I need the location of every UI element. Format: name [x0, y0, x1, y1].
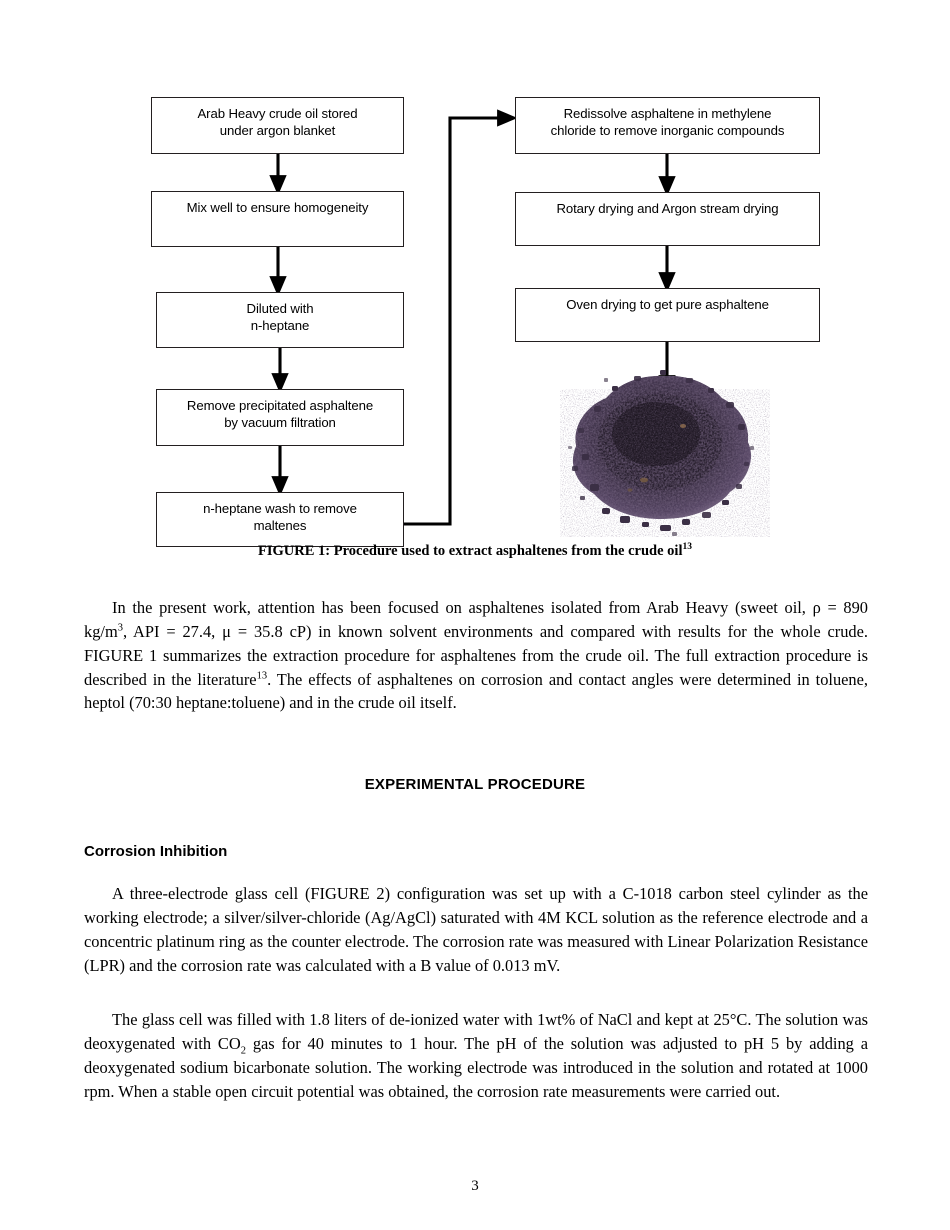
paragraph-intro-part-b: , API = 27.4, μ = 35.8 cP) in known solvent environments and compared with results for the whole crude. FIGURE 1 summarizes the extraction procedure for asphaltenes from the crude oil. The full extraction procedure is described in the literature [84, 621, 868, 689]
page-number: 3 [471, 1178, 479, 1194]
section-heading-experimental-procedure: EXPERIMENTAL PROCEDURE [364, 776, 586, 793]
paragraph-glasscell-container [84, 1008, 868, 1103]
flow-box-line-1: Redissolve asphaltene in methylene [563, 106, 772, 121]
flow-box-line-1: Rotary drying and Argon stream drying [556, 201, 779, 216]
flow-box-line-2: by vacuum filtration [224, 415, 336, 431]
paragraph-glasscell-subscript: 2 [240, 1045, 246, 1057]
paragraph-three-electrode-cell: A three-electrode glass cell (FIGURE 2) configuration was set up with a C-1018 carbon steel cylinder as the working electrode; a silver/silver-chloride (Ag/AgCl) saturated with 4M KCL solution as the reference electrode and a concentric platinum ring as the counter electrode. The corrosion rate was measured with Linear Polarization Resistance (LPR) and the corrosion rate was calculated with a B value of 0.013 mV. [84, 884, 868, 975]
flow-box-line-2: under argon blanket [219, 123, 336, 139]
flow-box-line-2: maltenes [253, 518, 307, 534]
flow-box-line-1: Diluted with [246, 301, 314, 316]
flow-box-line-1: Oven drying to get pure asphaltene [566, 297, 769, 312]
flow-box-line-1: Remove precipitated asphaltene [186, 398, 374, 413]
paragraph-intro-part-c: . The effects of asphaltenes on corrosion and contact angles were determined in toluene, heptol (70:30 heptane:toluene) and in the crude oil itself. [84, 669, 868, 713]
flow-box-line-2: chloride to remove inorganic compounds [550, 123, 785, 139]
flow-box-line-1: Mix well to ensure homogeneity [186, 200, 369, 215]
flow-box-crude-oil-storage [151, 97, 404, 154]
paragraph-electrode-container [84, 882, 868, 977]
paragraph-glass-cell-setup [84, 1008, 868, 1103]
paragraph-intro-part-a: In the present work, attention has been focused on asphaltenes isolated from Arab Heavy (sweet oil, ρ = 890 kg/m [84, 598, 868, 641]
flow-box-remove-precipitated-asphaltene [156, 389, 404, 446]
flow-box-line-1: n-heptane wash to remove [203, 501, 357, 516]
flow-box-heptane-wash-maltenes [156, 492, 404, 547]
intro-paragraph-container [84, 596, 868, 715]
paragraph-introduction [84, 596, 868, 715]
flow-box-redissolve-methylene-chloride [515, 97, 820, 154]
subsection-heading-corrosion-inhibition: Corrosion Inhibition [84, 843, 228, 860]
flow-box-line-2: n-heptane [250, 318, 310, 334]
paragraph-glasscell-part-b: gas for 40 minutes to 1 hour. The pH of the solution was adjusted to pH 5 by adding a deoxygenated sodium bicarbonate solution. The working electrode was introduced in the solution and rotated at 1000 rpm. When a stable open circuit potential was obtained, the corrosion rate measurements were carried out. [84, 1033, 868, 1101]
paragraph-glasscell-part-a: The glass cell was filled with 1.8 liters of de-ionized water with 1wt% of NaCl and kept at 25°C. The solution was deoxygenated with CO [84, 1010, 868, 1053]
paragraph-intro-reference: 13 [256, 670, 268, 682]
flow-box-line-1: Arab Heavy crude oil stored [197, 106, 358, 121]
flow-box-oven-drying [515, 288, 820, 342]
asphaltene-powder-photo [560, 362, 770, 537]
figure-caption-text: FIGURE 1: Procedure used to extract asphaltenes from the crude oil [258, 542, 683, 559]
figure-1-region [0, 0, 950, 570]
flowchart-connectors [0, 0, 950, 570]
figure-caption [0, 542, 950, 560]
flow-box-dilute-heptane [156, 292, 404, 348]
figure-caption-reference: 13 [682, 542, 692, 552]
flow-box-rotary-argon-drying [515, 192, 820, 246]
flow-box-mix-well [151, 191, 404, 247]
paragraph-intro-exponent: 3 [117, 622, 123, 634]
